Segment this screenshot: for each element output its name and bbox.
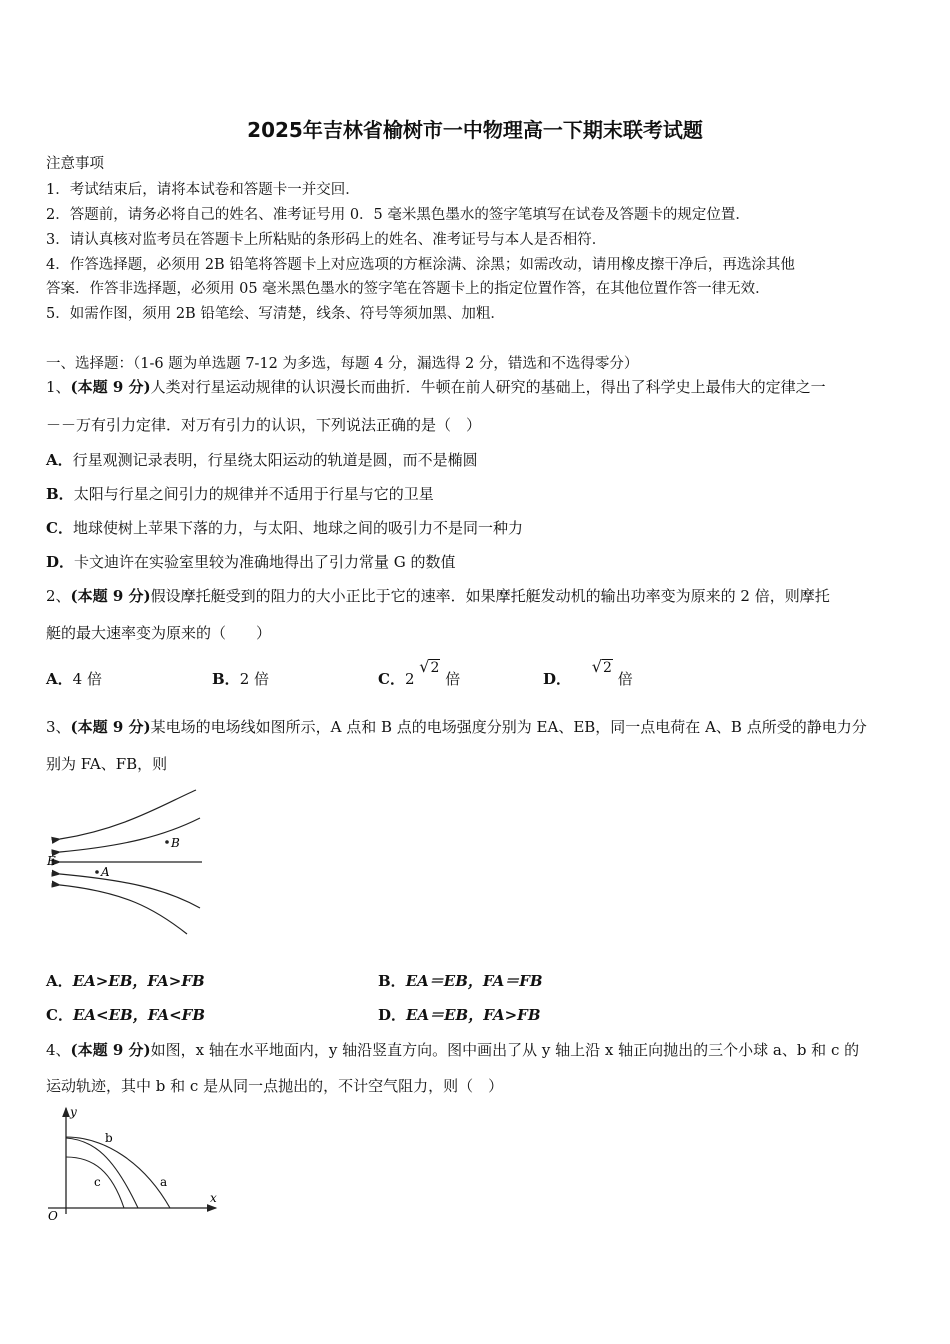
q1-text: 人类对行星运动规律的认识漫长而曲折．牛顿在前人研究的基础上，得出了科学史上最伟大的定律之一 [150,378,826,396]
electric-field-diagram [44,784,209,939]
q1-number: 1、 [46,378,71,396]
projectile-diagram [44,1102,224,1224]
notice-item: 3．请认真核对监考员在答题卡上所粘贴的条形码上的姓名、准考证号与本人是否相符． [46,232,607,248]
q1-option-c: C．地球使树上苹果下落的力，与太阳、地球之间的吸引力不是同一种力 [46,519,523,537]
q1-option-a: A．行星观测记录表明，行星绕太阳运动的轨道是圆，而不是椭圆 [46,451,478,469]
question-1-line2: －－万有引力定律．对万有引力的认识，下列说法正确的是（ ） [46,416,482,434]
q2-option-d: D． √2 倍 [543,657,633,688]
q1-option-b: B．太阳与行星之间引力的规律并不适用于行星与它的卫星 [46,485,434,503]
field-line [60,790,196,839]
q2-option-a: A．4 倍 [46,670,102,688]
label-y: y [70,1105,77,1119]
point-a [95,870,99,874]
label-a: a [160,1175,168,1189]
notice-heading: 注意事项 [46,156,104,172]
sqrt-symbol: √2 [591,657,612,676]
label-a: A [101,865,110,879]
question-3-line1: 3、(本题 9 分)某电场的电场线如图所示，A 点和 B 点的电场强度分别为 EA、EB，同一点电荷在 A、B 点所受的静电力分 [46,718,867,736]
label-c: c [94,1175,101,1189]
label-b: b [105,1131,113,1145]
q1-option-d: D．卡文迪许在实验室里较为准确地得出了引力常量 G 的数值 [46,553,456,571]
question-4-line2: 运动轨迹，其中 b 和 c 是从同一点抛出的，不计空气阻力，则（ ） [46,1077,504,1095]
q2-option-c: C．2 √2 倍 [378,657,461,688]
field-line [60,874,200,908]
question-3-line2: 别为 FA、FB，则 [46,755,168,773]
notice-item: 1．考试结束后，请将本试卷和答题卡一并交回． [46,182,360,198]
notice-item: 4．作答选择题，必须用 2B 铅笔将答题卡上对应选项的方框涂满、涂黑；如需改动，请用橡皮擦干净后，再选涂其他 [46,257,795,273]
q1-score: (本题 9 分) [70,378,151,396]
label-b: B [171,836,180,850]
label-e: E [47,854,56,868]
q2-option-b: B．2 倍 [212,670,269,688]
notice-item: 5．如需作图，须用 2B 铅笔绘、写清楚，线条、符号等须加黑、加粗． [46,306,505,322]
label-x: x [210,1191,217,1205]
question-1-line1 [46,376,826,397]
question-2-line1: 2、(本题 9 分)假设摩托艇受到的阻力的大小正比于它的速率．如果摩托艇发动机的输出功率变为原来的 2 倍，则摩托 [46,587,830,605]
q3-option-c: C．EA<EB，FA<FB [46,1006,206,1024]
notice-item: 2．答题前，请务必将自己的姓名、准考证号用 0．5 毫米黑色墨水的签字笔填写在试卷及答题卡的规定位置． [46,207,750,223]
label-origin: O [48,1209,58,1223]
notice-item: 答案．作答非选择题，必须用 05 毫米黑色墨水的签字笔在答题卡上的指定位置作答，在其他位置作答一律无效． [46,281,770,297]
q3-option-b: B．EA＝EB，FA＝FB [378,972,543,990]
sqrt-symbol: √2 [419,657,440,676]
field-line [60,885,187,934]
q3-option-d: D．EA＝EB，FA>FB [378,1006,541,1024]
question-4-line1: 4、(本题 9 分)如图，x 轴在水平地面内，y 轴沿竖直方向。图中画出了从 y 轴上沿 x 轴正向抛出的三个小球 a、b 和 c 的 [46,1041,860,1059]
trajectory-b [66,1138,138,1208]
q3-option-a: A．EA>EB，FA>FB [46,972,205,990]
section-heading: 一、选择题：（1-6 题为单选题 7-12 为多选，每题 4 分，漏选得 2 分，错选和不选得零分） [46,356,639,372]
point-b [165,840,169,844]
question-2-line2: 艇的最大速率变为原来的（ ） [46,624,272,642]
page-title: 2025年吉林省榆树市一中物理高一下期末联考试题 [247,118,703,142]
